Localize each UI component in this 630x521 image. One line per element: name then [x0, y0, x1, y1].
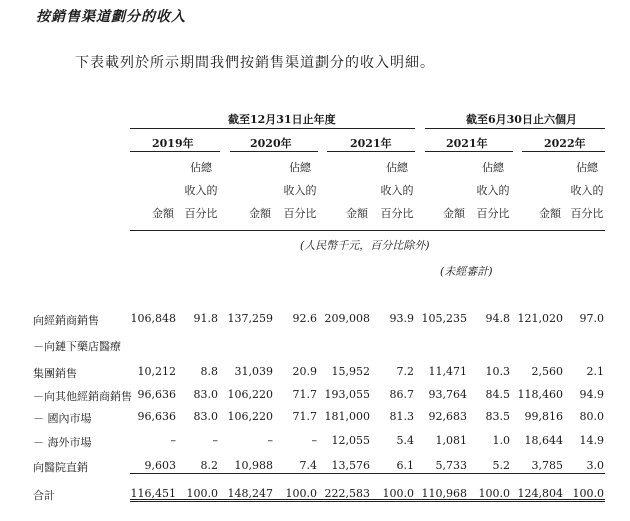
amount-cell: 110,968: [421, 487, 467, 500]
pct-header-line: 收入的: [283, 184, 317, 197]
percent-cell: 83.0: [193, 410, 218, 423]
percent-cell: 2.1: [586, 365, 604, 378]
percent-cell: 92.6: [292, 312, 317, 325]
percent-cell: 71.7: [292, 410, 317, 423]
percent-cell: 100.0: [572, 487, 604, 500]
row-label: － 海外市場: [33, 436, 92, 449]
year-header-2022-interim: 2022年: [544, 137, 586, 150]
amount-cell: 96,636: [137, 410, 176, 423]
amount-cell: 92,683: [428, 410, 467, 423]
amount-cell: 116,451: [130, 487, 176, 500]
percent-cell: 80.0: [579, 410, 604, 423]
amount-cell: –: [267, 434, 273, 447]
percent-cell: 8.2: [200, 459, 218, 472]
unaudited-note: (未經審計): [440, 265, 493, 278]
percent-cell: 100.0: [186, 487, 218, 500]
amount-cell: 96,636: [137, 388, 176, 401]
row-label: 合計: [33, 489, 55, 502]
amount-cell: 148,247: [227, 487, 273, 500]
amount-cell: 137,259: [227, 312, 273, 325]
pct-header-line: 收入的: [380, 184, 414, 197]
year-underline: [425, 151, 513, 152]
amount-cell: 12,055: [331, 434, 370, 447]
pct-header-line: 收入的: [476, 184, 510, 197]
pct-header-line: 收入的: [570, 184, 604, 197]
percent-cell: 100.0: [382, 487, 414, 500]
amount-cell: 222,583: [324, 487, 370, 500]
amount-header: 金額: [152, 207, 174, 220]
percent-cell: 84.5: [485, 388, 510, 401]
percent-cell: 7.2: [396, 365, 414, 378]
year-underline: [327, 151, 415, 152]
intro-paragraph: 下表載列於所示期間我們按銷售渠道劃分的收入明細。: [75, 55, 435, 71]
amount-cell: 181,000: [324, 410, 370, 423]
pct-header-line: 佔總: [482, 161, 504, 174]
percent-cell: 10.3: [485, 365, 510, 378]
amount-header: 金額: [443, 207, 465, 220]
year-header-2019: 2019年: [152, 137, 194, 150]
amount-cell: 13,576: [331, 459, 370, 472]
amount-header: 金額: [249, 207, 271, 220]
percent-cell: 83.0: [193, 388, 218, 401]
amount-cell: 18,644: [524, 434, 563, 447]
total-double-rule: [130, 499, 605, 502]
percent-cell: 97.0: [579, 312, 604, 325]
year-header-2021: 2021年: [350, 137, 392, 150]
amount-cell: –: [170, 434, 176, 447]
amount-header: 金額: [539, 207, 561, 220]
pct-header-line: 佔總: [190, 161, 212, 174]
percent-cell: 5.2: [492, 459, 510, 472]
pct-header-line: 百分比: [476, 207, 510, 220]
pct-header-line: 佔總: [576, 161, 598, 174]
year-underline: [522, 151, 605, 152]
row-label: 向經銷商銷售: [33, 314, 99, 327]
percent-cell: 100.0: [285, 487, 317, 500]
amount-header: 金額: [346, 207, 368, 220]
amount-cell: 11,471: [428, 365, 467, 378]
row-label: －向其他經銷商銷售: [33, 390, 132, 403]
percent-cell: 94.9: [579, 388, 604, 401]
percent-cell: 5.4: [396, 434, 414, 447]
pct-header-line: 百分比: [184, 207, 218, 220]
amount-cell: 93,764: [428, 388, 467, 401]
period-underline-interim: [425, 128, 605, 129]
amount-cell: 105,235: [421, 312, 467, 325]
amount-cell: 209,008: [324, 312, 370, 325]
header-rule: [130, 230, 605, 231]
pct-header-line: 佔總: [386, 161, 408, 174]
pct-header-line: 百分比: [283, 207, 317, 220]
pct-header-line: 百分比: [380, 207, 414, 220]
percent-cell: 20.9: [292, 365, 317, 378]
percent-cell: 81.3: [389, 410, 414, 423]
amount-cell: 9,603: [144, 459, 176, 472]
period-underline-annual: [130, 128, 415, 129]
percent-cell: –: [212, 434, 218, 447]
unit-note: (人民幣千元，百分比除外): [300, 239, 430, 252]
row-label: 向醫院直銷: [33, 461, 88, 474]
percent-cell: 7.4: [299, 459, 317, 472]
row-label: 集團銷售: [33, 367, 77, 380]
amount-cell: 106,220: [227, 388, 273, 401]
subtotal-rule: [130, 473, 605, 474]
amount-cell: 10,988: [234, 459, 273, 472]
amount-cell: 106,220: [227, 410, 273, 423]
amount-cell: 99,816: [524, 410, 563, 423]
pct-header-line: 佔總: [289, 161, 311, 174]
amount-cell: 10,212: [137, 365, 176, 378]
percent-cell: 71.7: [292, 388, 317, 401]
amount-cell: 3,785: [531, 459, 563, 472]
percent-cell: 1.0: [492, 434, 510, 447]
percent-cell: 6.1: [396, 459, 414, 472]
percent-cell: 83.5: [485, 410, 510, 423]
period-header-interim: 截至6月30日止六個月: [466, 113, 577, 126]
period-header-annual: 截至12月31日止年度: [228, 113, 336, 126]
amount-cell: 31,039: [234, 365, 273, 378]
amount-cell: 193,055: [324, 388, 370, 401]
percent-cell: 91.8: [193, 312, 218, 325]
percent-cell: 100.0: [478, 487, 510, 500]
percent-cell: 86.7: [389, 388, 414, 401]
year-header-2020: 2020年: [250, 137, 292, 150]
row-label: － 國內市場: [33, 412, 92, 425]
percent-cell: 93.9: [389, 312, 414, 325]
year-underline: [130, 151, 220, 152]
pct-header-line: 收入的: [184, 184, 218, 197]
row-label: －向鏈下藥店醫療: [33, 340, 121, 353]
amount-cell: 1,081: [435, 434, 467, 447]
percent-cell: 14.9: [579, 434, 604, 447]
percent-cell: 8.8: [200, 365, 218, 378]
amount-cell: 124,804: [517, 487, 563, 500]
percent-cell: –: [311, 434, 317, 447]
percent-cell: 94.8: [485, 312, 510, 325]
section-title: 按銷售渠道劃分的收入: [36, 9, 186, 25]
year-header-2021-interim: 2021年: [446, 137, 488, 150]
amount-cell: 2,560: [531, 365, 563, 378]
amount-cell: 121,020: [517, 312, 563, 325]
percent-cell: 3.0: [586, 459, 604, 472]
amount-cell: 118,460: [517, 388, 563, 401]
amount-cell: 15,952: [331, 365, 370, 378]
pct-header-line: 百分比: [570, 207, 604, 220]
amount-cell: 106,848: [130, 312, 176, 325]
year-underline: [230, 151, 318, 152]
amount-cell: 5,733: [435, 459, 467, 472]
